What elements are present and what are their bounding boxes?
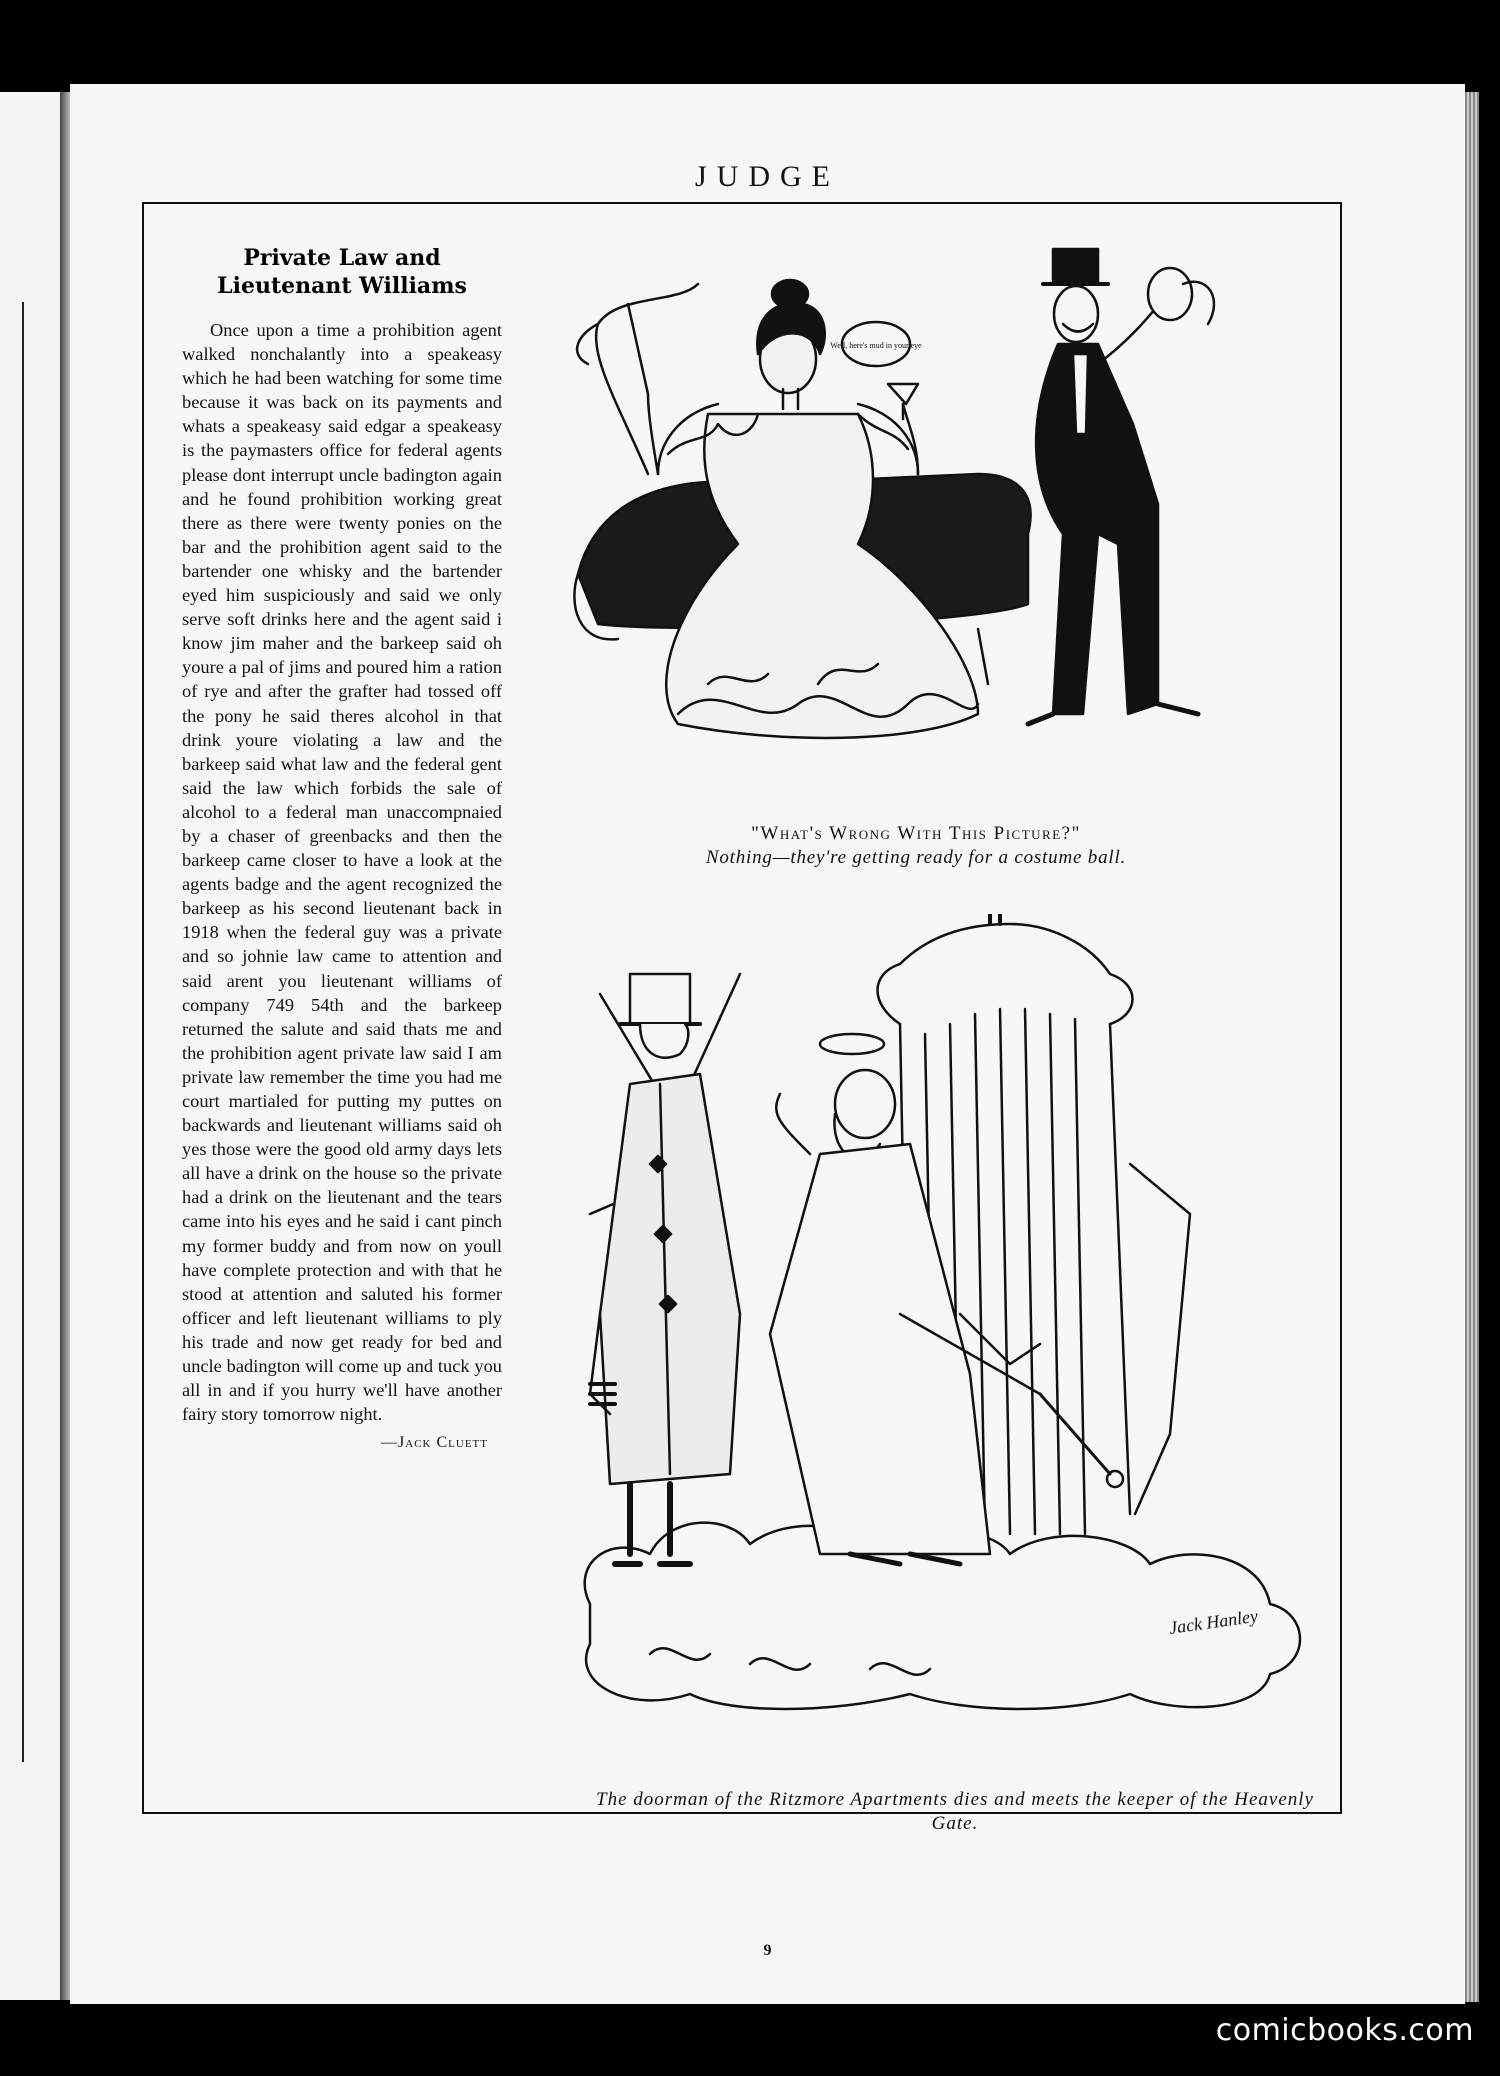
- article-body: Once upon a time a prohibition agent walked nonchalantly into a speakeasy which he had been watching for some time because it was back on its payments and whats a speakeasy said edgar a speakeasy is the paymasters office for federal agents please dont interrupt uncle badington again and he found prohibition working great there as there were twenty ponies on the bar and the prohibition agent said to the bartender one whisky and the bartender eyed him suspiciously and said we only serve soft drinks here and the agent said i know jim maher and the barkeep said oh youre a pal of jims and poured him a ration of rye and after the grafter had tossed off the pony he said theres alcohol in that drink youre violating a law and the barkeep said what law and the federal gent said the law which forbids the sale of alcohol to a federal man unaccompnaied by a chaser of greenbacks and then the barkeep came closer to have a look at the agents badge and the agent recognized the barkeep as his second lieutenant back in 1918 when the federal guy was a private and so johnie law came to attention and said arent you lieutenant williams of company 749 54th and the barkeep returned the salute and said thats me and the prohibition agent private law said I am private law remember the time you had me court martialed for putting my puttes on backwards and lieutenant williams said oh yes those were the good old army days lets all have a drink on the house so the private had a drink on the lieutenant and the tears came into his eyes and he said i cant pinch my former buddy and from now on youll have complete protection and with that he stood at attention and saluted his former officer and left lieutenant williams to ply his trade and now get ready for bed and uncle badington will come up and tuck you all in and if you hurry we'll have another fairy story tomorrow night.: [182, 320, 502, 1425]
- page-stack-edge: [1465, 92, 1479, 2002]
- article-byline: —Jack Cluett: [381, 1434, 488, 1452]
- page-number: 9: [763, 1942, 772, 1959]
- watermark: comicbooks.com: [1215, 2013, 1474, 2048]
- cartoon-top-caption: [526, 822, 1306, 870]
- article-title: Private Law and Lieutenant Williams: [217, 245, 467, 299]
- cartoon-heavenly-gate: [570, 914, 1330, 1724]
- caption-question: "What's Wrong With This Picture?": [751, 823, 1081, 844]
- artist-signature: Jack Hanley: [1167, 1605, 1260, 1638]
- speech-balloon-text: Well, here's mud in your eye: [830, 341, 922, 350]
- cartoon-costume-ball: [558, 244, 1238, 774]
- caption-answer: Nothing—they're getting ready for a costume ball.: [705, 847, 1127, 868]
- book-gutter: [60, 92, 70, 2000]
- facing-page-edge: [0, 92, 60, 2000]
- article: [182, 244, 502, 1452]
- facing-page-border: [0, 302, 24, 1762]
- masthead: JUDGE: [695, 160, 840, 193]
- magazine-page: [70, 84, 1465, 2004]
- cartoon-bottom-caption: The doorman of the Ritzmore Apartments dies and meets the keeper of the Heavenly Gate.: [596, 1789, 1314, 1834]
